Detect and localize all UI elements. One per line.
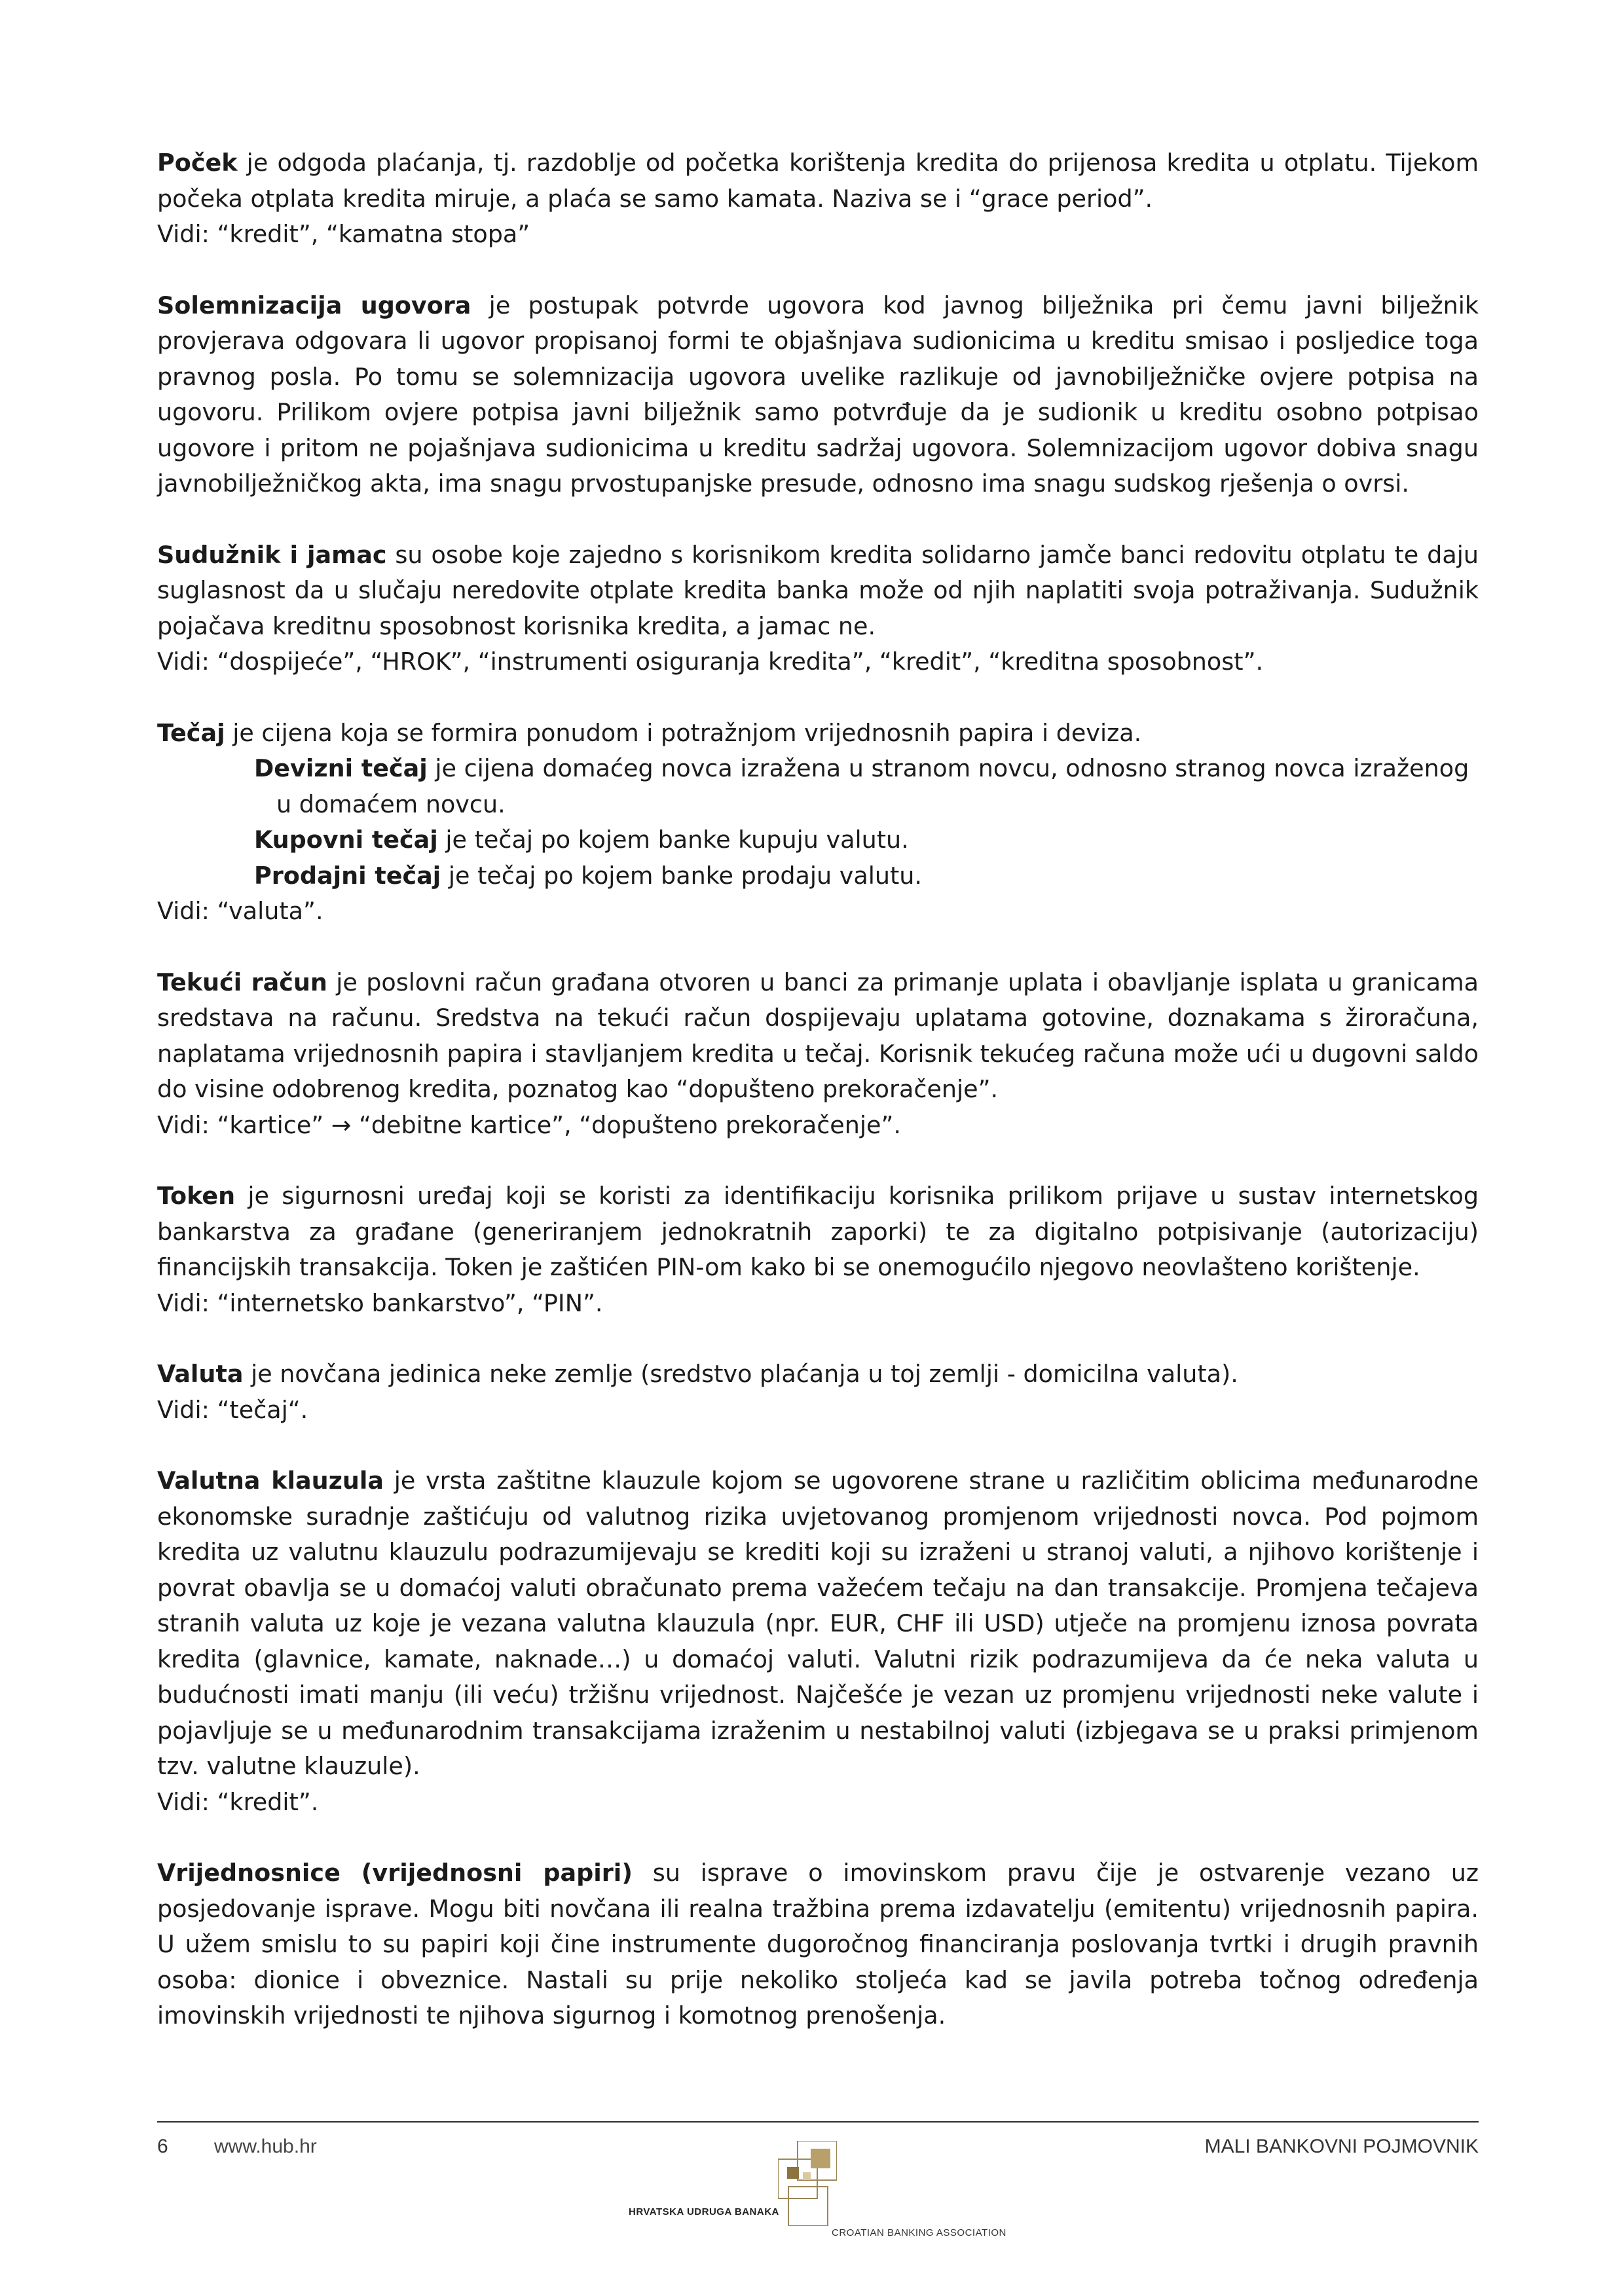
glossary-term: Tečaj (157, 718, 225, 747)
definition-paragraph (157, 145, 1479, 217)
see-also-reference (157, 1286, 1479, 1322)
definition-paragraph (157, 858, 1479, 894)
glossary-entry (157, 288, 1479, 502)
definition-paragraph (157, 751, 1479, 822)
glossary-term: Token (157, 1182, 236, 1210)
glossary-term: Solemnizacija ugovora (157, 291, 471, 319)
definition-text: su isprave o imovinskom pravu čije je ostvarenje vezano uz posjedovanje isprave. Mogu biti novčana ili realna tražbina prema izdavatelju (emitentu) vrijednosnih papira. U užem smislu to su papiri koji čine instrumente dugoročnog financiranja poslovanja tvrtki i drugih pravnih osoba: dionice i obveznice. Nastali su prije nekoliko stoljeća kad se javila potreba točnog određenja imovinskih vrijednosti te njihova sigurnog i komotnog prenošenja. (157, 1859, 1479, 2030)
definition-text: Vidi: “kredit”, “kamatna stopa” (157, 220, 530, 248)
glossary-entry (157, 1357, 1479, 1428)
logo-squares-icon (778, 2141, 837, 2226)
glossary-term: Prodajni tečaj (254, 861, 441, 890)
see-also-reference (157, 1393, 1479, 1429)
glossary-content (157, 145, 1479, 2069)
definition-paragraph (157, 1855, 1479, 2034)
definition-text: je cijena domaćeg novca izražena u stranom novcu, odnosno stranog novca izraženog u domaćem novcu. (276, 754, 1469, 818)
glossary-term: Valuta (157, 1360, 244, 1388)
definition-text: je novčana jedinica neke zemlje (sredstvo plaćanja u toj zemlji - domicilna valuta). (243, 1360, 1238, 1388)
definition-text: je cijena koja se formira ponudom i potražnjom vrijednosnih papira i deviza. (225, 718, 1142, 747)
definition-text: je tečaj po kojem banke prodaju valutu. (441, 861, 923, 890)
definition-text: je sigurnosni uređaj koji se koristi za identifikaciju korisnika prilikom prijave u sustav internetskog bankarstva za građane (generiranjem jednokratnih zaporki) te za digitalno potpisivanje (autorizaciju) financijskih transakcija. Token je zaštićen PIN-om kako bi se onemogućilo njegovo neovlašteno korištenje. (157, 1182, 1479, 1281)
glossary-term: Devizni tečaj (254, 754, 428, 782)
glossary-term: Vrijednosnice (vrijednosni papiri) (157, 1859, 633, 1887)
definition-paragraph (157, 538, 1479, 645)
definition-paragraph (157, 1357, 1479, 1393)
glossary-term: Tekući račun (157, 968, 327, 996)
glossary-entry (157, 1855, 1479, 2034)
see-also-reference (157, 644, 1479, 680)
definition-text: je odgoda plaćanja, tj. razdoblje od početka korištenja kredita do prijenosa kredita u otplatu. Tijekom počeka otplata kredita miruje, a plaća se samo kamata. Naziva se i “grace period”. (157, 149, 1479, 213)
definition-text: je postupak potvrde ugovora kod javnog bilježnika pri čemu javni bilježnik provjerava odgovara li ugovor propisanoj formi te objašnjava sudionicima u kreditu smisao i posljedice toga pravnog posla. Po tomu se solemnizacija ugovora uvelike razlikuje od javnobilježničke ovjere potpisa na ugovoru. Prilikom ovjere potpisa javni bilježnik samo potvrđuje da je sudionik u kreditu osobno potpisao ugovore i pritom ne pojašnjava sudionicima u kreditu sadržaj ugovora. Solemnizacijom ugovor dobiva snagu javnobilježničkog akta, ima snagu prvostupanjske presude, odnosno ima snagu sudskog rješenja o ovrsi. (157, 291, 1479, 498)
page-number: 6 (157, 2136, 168, 2157)
logo-text-english: CROATIAN BANKING ASSOCIATION (832, 2227, 1006, 2238)
glossary-term: Sudužnik i jamac (157, 540, 387, 569)
see-also-reference (157, 217, 1479, 253)
definition-text: Vidi: “tečaj“. (157, 1395, 308, 1424)
glossary-term: Kupovni tečaj (254, 826, 438, 854)
glossary-entry (157, 716, 1479, 930)
logo-text-croatian: HRVATSKA UDRUGA BANAKA (629, 2206, 779, 2217)
association-logo (629, 2141, 1022, 2259)
definition-paragraph (157, 1178, 1479, 1286)
glossary-entry (157, 145, 1479, 253)
see-also-reference (157, 894, 1479, 930)
definition-text: Vidi: “kredit”. (157, 1787, 319, 1816)
definition-paragraph (157, 288, 1479, 502)
definition-paragraph (157, 716, 1479, 752)
definition-text: su osobe koje zajedno s korisnikom kredita solidarno jamče banci redovitu otplatu te daju suglasnost da u slučaju neredovite otplate kredita banka može od njih naplatiti svoja potraživanja. Sudužnik pojačava kreditnu sposobnost korisnika kredita, a jamac ne. (157, 540, 1479, 640)
glossary-entry (157, 538, 1479, 680)
definition-text: Vidi: “kartice” → “debitne kartice”, “dopušteno prekoračenje”. (157, 1110, 901, 1139)
definition-paragraph (157, 965, 1479, 1108)
definition-text: Vidi: “valuta”. (157, 897, 323, 925)
footer-title: MALI BANKOVNI POJMOVNIK (1204, 2136, 1479, 2157)
definition-text: je tečaj po kojem banke kupuju valutu. (437, 826, 909, 854)
glossary-entry (157, 965, 1479, 1144)
glossary-term: Poček (157, 149, 238, 177)
definition-paragraph (157, 1463, 1479, 1785)
glossary-term: Valutna klauzula (157, 1467, 384, 1495)
footer-url-link[interactable]: www.hub.hr (214, 2136, 317, 2157)
see-also-reference (157, 1785, 1479, 1821)
definition-text: je vrsta zaštitne klauzule kojom se ugovorene strane u različitim oblicima međunarodne ekonomske suradnje zaštićuju od valutnog rizika uvjetovanog promjenom vrijednosti novca. Pod pojmom kredita uz valutnu klauzulu podrazumijevaju se krediti koji su izraženi u stranoj valuti, a njihovo korištenje i povrat obavlja se u domaćoj valuti obračunato prema važećem tečaju na dan transakcije. Promjena tečajeva stranih valuta uz koje je vezana valutna klauzula (npr. EUR, CHF ili USD) utječe na promjenu iznosa povrata kredita (glavnice, kamate, naknade…) u domaćoj valuti. Valutni rizik podrazumijeva da će neka valuta u budućnosti imati manju (ili veću) tržišnu vrijednost. Najčešće je vezan uz promjenu vrijednosti neke valute i pojavljuje se u međunarodnim transakcijama izraženim u nestabilnoj valuti (izbjegava se u praksi primjenom tzv. valutne klauzule). (157, 1467, 1479, 1780)
definition-text: Vidi: “internetsko bankarstvo”, “PIN”. (157, 1288, 603, 1317)
footer-divider (157, 2121, 1479, 2123)
glossary-entry (157, 1463, 1479, 1820)
definition-text: Vidi: “dospijeće”, “HROK”, “instrumenti osiguranja kredita”, “kredit”, “kreditna sposobnost”. (157, 647, 1264, 676)
definition-text: je poslovni račun građana otvoren u banci za primanje uplata i obavljanje isplata u granicama sredstava na računu. Sredstva na tekući račun dospijevaju uplatama gotovine, doznakama s žiroračuna, naplatama vrijednosnih papira i stavljanjem kredita u tečaj. Korisnik tekućeg računa može ući u dugovni saldo do visine odobrenog kredita, poznatog kao “dopušteno prekoračenje”. (157, 968, 1479, 1103)
glossary-entry (157, 1178, 1479, 1321)
definition-paragraph (157, 822, 1479, 858)
see-also-reference (157, 1108, 1479, 1144)
